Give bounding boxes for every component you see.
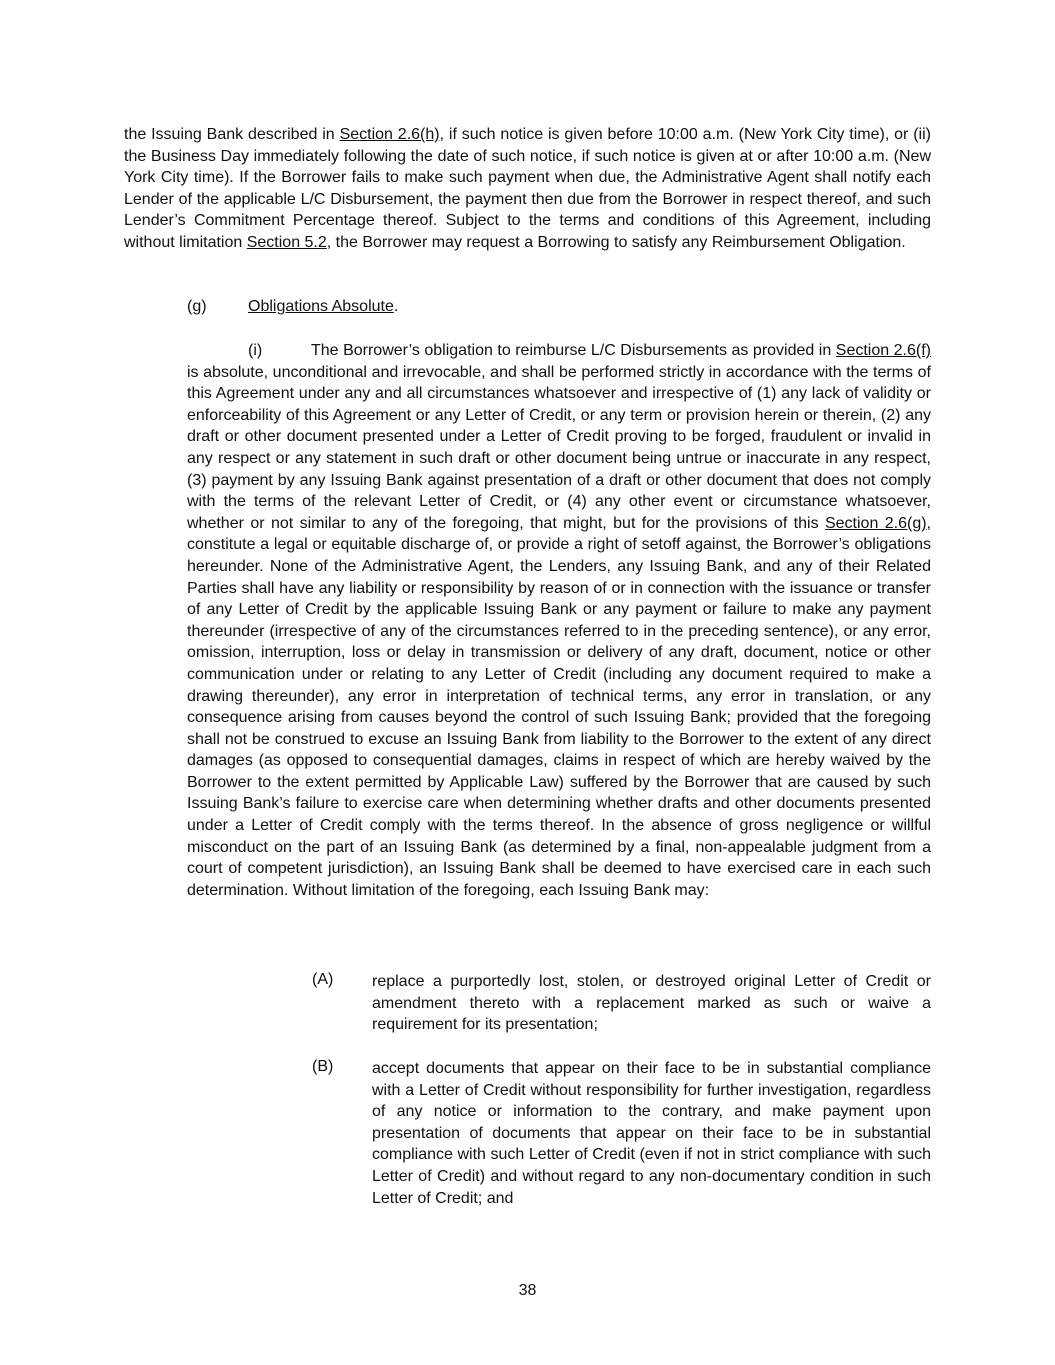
paragraph-i (187, 340, 931, 901)
section-label: (g) (187, 298, 207, 315)
section-reference: Section 5.2 (246, 233, 327, 251)
section-reference: Section 2.6(g) (824, 514, 927, 532)
paragraph-continuation (124, 124, 931, 254)
sub-item-text: replace a purportedly lost, stolen, or destroyed original Letter of Credit or amendment thereto with a replacement marked as such or waive a requirement for its presentation; (372, 973, 931, 1034)
sub-item-label: (B) (312, 1058, 334, 1075)
sub-item-text: accept documents that appear on their face to be in substantial compliance with a Letter of Credit without responsibility for further investigation, regardless of any notice or information to the contrary, and make payment upon presentation of documents that appear on their face to be in substantial compliance with such Letter of Credit (even if not in strict compliance with such Letter of Credit) and without regard to any non-documentary condition in such Letter of Credit; and (372, 1060, 931, 1207)
clause-number: (i) (248, 342, 263, 359)
section-reference: Section 2.6(f) (835, 342, 932, 359)
section-heading-text: Obligations Absolute (248, 298, 394, 315)
text-run: The Borrower’s obligation to reimburse L/C Disbursements as provided in (311, 342, 836, 359)
section-heading (248, 298, 398, 316)
text-run: the Issuing Bank described in (124, 126, 340, 143)
text-run: , constitute a legal or equitable discharge of, or provide a right of setoff against, the Borrower’s obligations hereunder. None of the Administrative Agent, the Lenders, any Issuing Bank, and any of their Related Parties shall have any liability or responsibility by reason of or in connection with the issuance or transfer of any Letter of Credit by the applicable Issuing Bank or any payment or failure to make any payment thereunder (irrespective of any of the circumstances referred to in the preceding sentence), or any error, omission, interruption, loss or delay in transmission or delivery of any draft, document, notice or other communication under or relating to any Letter of Credit (including any document required to make a drawing thereunder), any error in interpretation of technical terms, any error in translation, or any consequence arising from causes beyond the control of such Issuing Bank; provided that the foregoing shall not be construed to excuse an Issuing Bank from liability to the Borrower to the extent of any direct damages (as opposed to consequential damages, claims in respect of which are hereby waived by the Borrower to the extent permitted by Applicable Law) suffered by the Borrower that are caused by such Issuing Bank’s failure to exercise care when determining whether drafts and other documents presented under a Letter of Credit comply with the terms thereof. In the absence of gross negligence or willful misconduct on the part of an Issuing Bank (as determined by a final, non-appealable judgment from a court of competent jurisdiction), an Issuing Bank shall be deemed to have exercised care in each such determination. Without limitation of the foregoing, each Issuing Bank may: (187, 514, 932, 899)
page-number: 38 (518, 1282, 537, 1299)
section-heading-period: . (393, 298, 399, 315)
text-run: , the Borrower may request a Borrowing to satisfy any Reimbursement Obligation. (326, 233, 906, 251)
sub-item-label: (A) (312, 971, 334, 988)
section-reference: Section 2.6(h) (339, 126, 440, 143)
text-run: is absolute, unconditional and irrevocable, and shall be performed strictly in accordance with the terms of this Agreement under any and all circumstances whatsoever and irrespective of (1) any lack of validity or enforceability of this Agreement or any Letter of Credit, or any term or provision herein or therein, (2) any draft or other document presented under a Letter of Credit proving to be forged, fraudulent or invalid in any respect or any statement in such draft or other document being untrue or inaccurate in any respect, (3) payment by any Issuing Bank against presentation of a draft or other document that does not comply with the terms of the relevant Letter of Credit, or (4) any other event or circumstance whatsoever, whether or not similar to any of the foregoing, that might, but for the provisions of this (187, 363, 931, 532)
text-run: , if such notice is given before 10:00 a.m. (New York City time), or (ii) the Business Day immediately following the date of such notice, if such notice is given at or after 10:00 a.m. (New York City time). If the Borrower fails to make such payment when due, the Administrative Agent shall notify each Lender of the applicable L/C Disbursement, the payment then due from the Borrower in respect thereof, and such Lender’s Commitment Percentage thereof. Subject to the terms and conditions of this Agreement, including without limitation (124, 126, 931, 251)
